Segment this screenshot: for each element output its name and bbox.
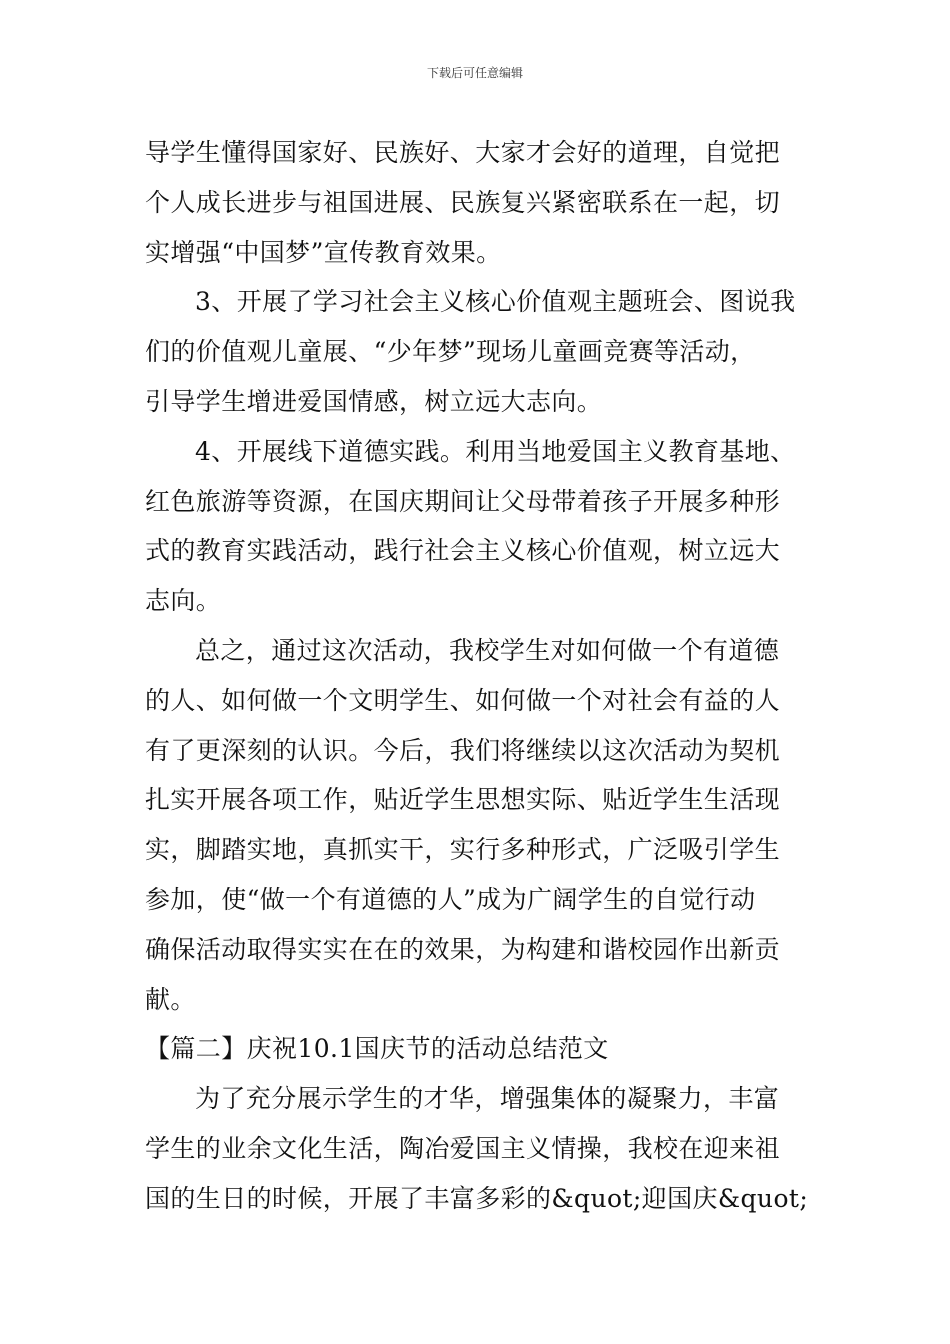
text-line: 实，脚踏实地，真抓实干，实行多种形式，广泛吸引学生 [145, 835, 781, 865]
text-line: 确保活动取得实实在在的效果，为构建和谐校园作出新贡 [145, 934, 781, 964]
text-line: 实增强“中国梦”宣传教育效果。 [145, 237, 502, 267]
paragraph-start-line: 4、开展线下道德实践。利用当地爱国主义教育基地、 [195, 436, 796, 466]
text-line: 参加，使“做一个有道德的人”成为广阔学生的自觉行动 [145, 884, 756, 914]
text-line: 引导学生增进爱国情感，树立远大志向。 [145, 386, 603, 416]
section-heading: 【篇二】庆祝10.1国庆节的活动总结范文 [145, 1034, 609, 1064]
paragraph-start-line: 总之，通过这次活动，我校学生对如何做一个有道德 [195, 635, 780, 665]
document-body [145, 128, 809, 1224]
text-line: 志向。 [145, 586, 222, 616]
text-line: 国的生日的时候，开展了丰富多彩的&quot;迎国庆&quot; [145, 1183, 809, 1213]
text-line: 们的价值观儿童展、“少年梦”现场儿童画竞赛等活动， [145, 337, 756, 367]
text-line: 红色旅游等资源，在国庆期间让父母带着孩子开展多种形 [145, 486, 781, 516]
text-line: 有了更深刻的认识。今后，我们将继续以这次活动为契机 [145, 735, 781, 765]
text-line: 式的教育实践活动，践行社会主义核心价值观，树立远大 [145, 536, 781, 566]
text-line: 导学生懂得国家好、民族好、大家才会好的道理，自觉把 [145, 138, 781, 167]
text-line: 个人成长进步与祖国进展、民族复兴紧密联系在一起，切 [145, 187, 781, 217]
text-line: 扎实开展各项工作，贴近学生思想实际、贴近学生生活现 [145, 785, 781, 815]
paragraph-start-line: 为了充分展示学生的才华，增强集体的凝聚力，丰富 [195, 1084, 780, 1114]
text-line: 学生的业余文化生活，陶冶爱国主义情操，我校在迎来祖 [145, 1133, 781, 1163]
paragraph-start-line: 3、开展了学习社会主义核心价值观主题班会、图说我 [195, 287, 796, 317]
page-header: 下载后可任意编辑 [426, 66, 523, 80]
text-line: 献。 [145, 984, 196, 1014]
text-line: 的人、如何做一个文明学生、如何做一个对社会有益的人 [145, 685, 781, 715]
